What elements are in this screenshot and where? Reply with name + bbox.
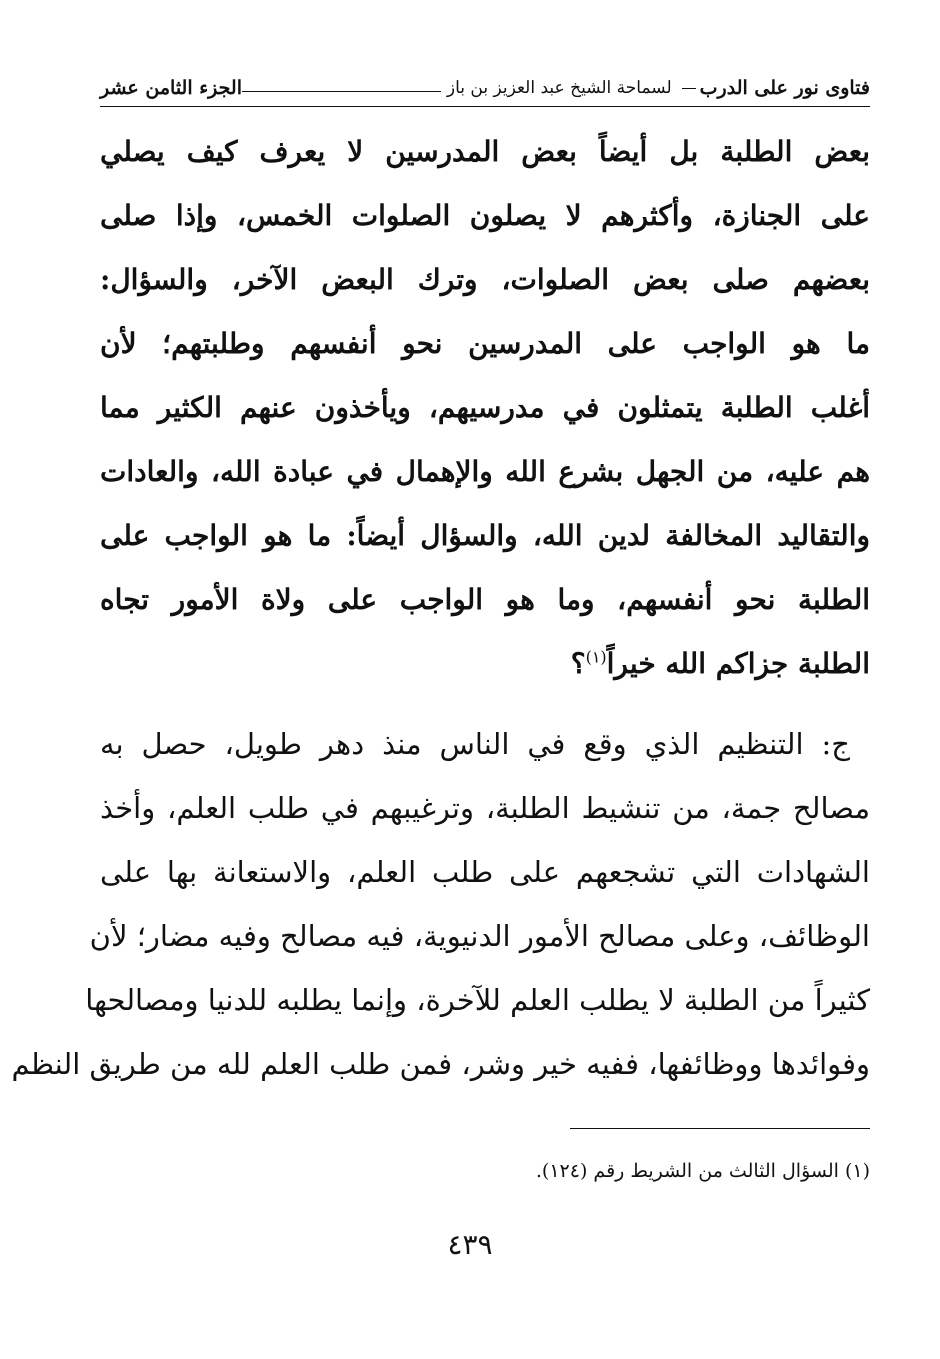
question-line: هم عليه، من الجهل بشرع الله والإهمال في عبادة الله، والعادات [100, 455, 870, 488]
running-header [100, 68, 870, 108]
question-line: ما هو الواجب على المدرسين نحو أنفسهم وطلبتهم؛ لأن [100, 327, 870, 360]
answer-line: كثيراً من الطلبة لا يطلب العلم للآخرة، وإنما يطلبه للدنيا ومصالحها [85, 983, 870, 1017]
question-line: والتقاليد المخالفة لدين الله، والسؤال أيضاً: ما هو الواجب على [100, 519, 870, 552]
question-last-line [100, 632, 870, 696]
question-line: بعض الطلبة بل أيضاً بعض المدرسين لا يعرف كيف يصلي [100, 135, 870, 168]
header-dash [682, 88, 696, 89]
answer-line: ج: التنظيم الذي وقع في الناس منذ دهر طويل، حصل به [100, 727, 850, 761]
series-title: فتاوى نور على الدرب [699, 77, 870, 99]
answer-line: وفوائدها ووظائفها، ففيه خير وشر، فمن طلب العلم لله من طريق النظم [11, 1047, 870, 1081]
page-number: ٤٣٩ [447, 1228, 493, 1261]
answer-line: مصالح جمة، من تنشيط الطلبة، وترغيبهم في طلب العلم، وأخذ [100, 791, 870, 825]
header-rule [242, 91, 441, 92]
question-line: بعضهم صلى بعض الصلوات، وترك البعض الآخر، والسؤال: [100, 263, 870, 296]
question-line: الطلبة نحو أنفسهم، وما هو الواجب على ولاة الأمور تجاه [100, 583, 870, 616]
question-line: على الجنازة، وأكثرهم لا يصلون الصلوات الخمس، وإذا صلى [100, 199, 870, 232]
volume-label: الجزء الثامن عشر [100, 77, 242, 99]
header-underline [100, 106, 870, 107]
footnote-marker: (١) [585, 647, 607, 667]
author-name: لسماحة الشيخ عبد العزيز بن باز [446, 78, 672, 98]
question-line: أغلب الطلبة يتمثلون في مدرسيهم، ويأخذون عنهم الكثير مما [100, 391, 870, 424]
answer-line: الشهادات التي تشجعهم على طلب العلم، والاستعانة بها على [100, 855, 870, 889]
footnote: (١) السؤال الثالث من الشريط رقم (١٢٤). [535, 1160, 870, 1182]
question-mark: ؟ [570, 647, 586, 680]
answer-line: الوظائف، وعلى مصالح الأمور الدنيوية، فيه مصالح وفيه مضار؛ لأن [89, 919, 870, 953]
question-text [100, 120, 870, 696]
question-last-text: الطلبة جزاكم الله خيراً [606, 647, 870, 680]
footnote-separator [570, 1128, 870, 1129]
answer-text [11, 712, 870, 1096]
